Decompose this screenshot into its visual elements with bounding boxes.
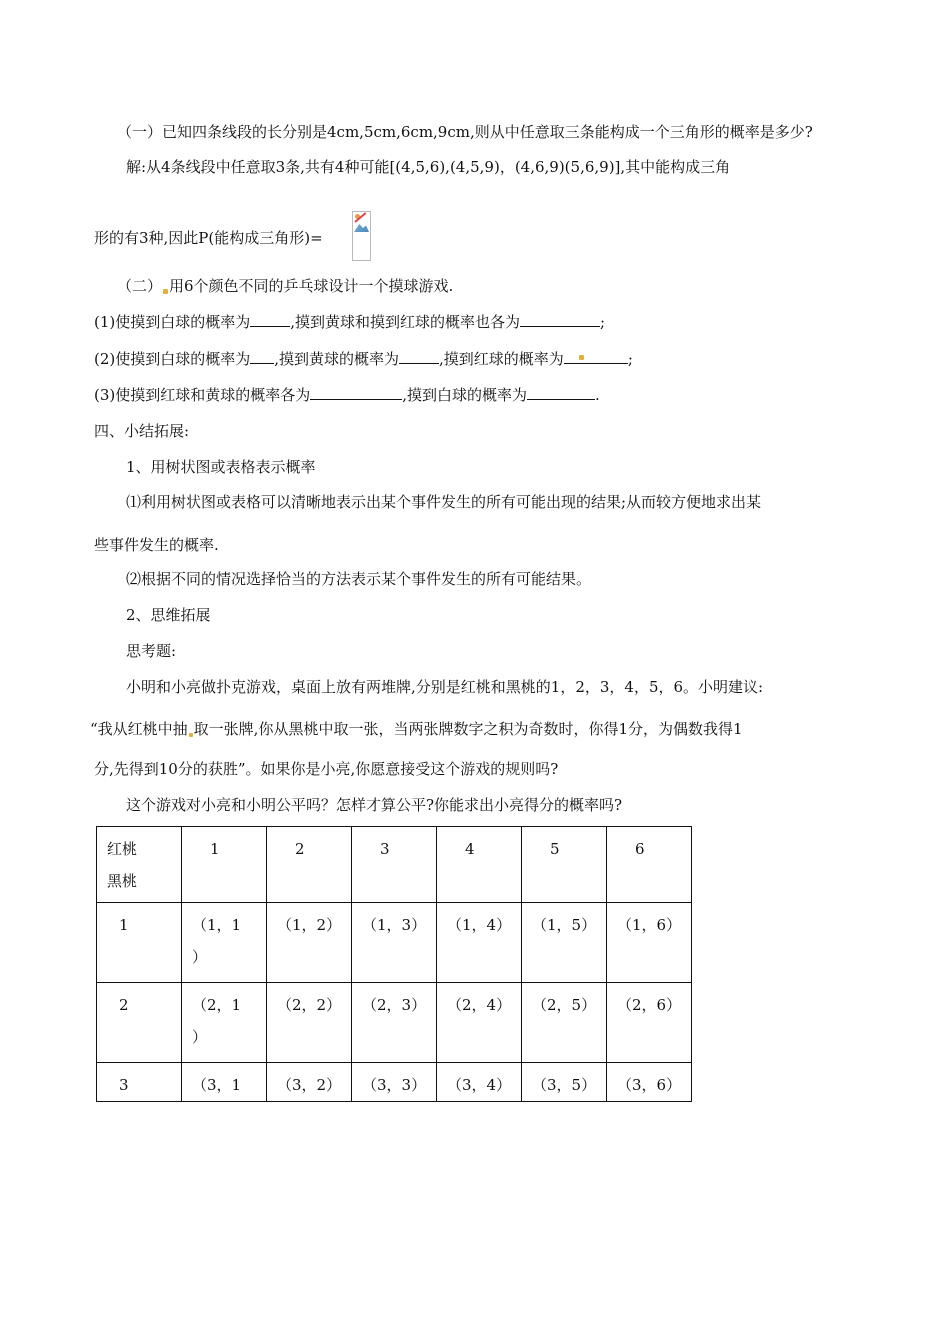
table-row [97,983,692,1063]
table-cell: （2，3） [352,983,437,1063]
answer-blank[interactable] [310,385,402,400]
table-cell: （3，4） [437,1063,522,1102]
table-cell: （1，6） [607,903,692,983]
point-1-line-1: ⑴利用树状图或表格可以清晰地表示出某个事件发生的所有可能出现的结果;从而较方便地求出某 [126,493,762,511]
question-2-part-c: ,摸到红球的概率为 [439,350,564,368]
table-cell: （2，2） [267,983,352,1063]
question-1 [94,312,605,332]
story-line-2 [90,719,743,739]
corner-cell [97,827,182,903]
point-2-text: ⑵根据不同的情况选择恰当的方法表示某个事件发生的所有可能结果。 [126,570,592,588]
problem-2-statement: 用6个颜色不同的乒乓球设计一个摸球游戏. [169,277,454,295]
table-cell: （3，5） [522,1063,607,1102]
question-1-part-c: ; [600,313,606,331]
table-row [97,903,692,983]
question-2-part-d: ; [627,350,633,368]
broken-image-icon [352,211,371,261]
table-cell: （1，2） [267,903,352,983]
story-line-2-part-a: “我从红桃中抽 [90,720,188,738]
fairness-question: 这个游戏对小亮和小明公平吗？怎样才算公平?你能求出小亮得分的概率吗? [126,796,623,814]
point-1-line-2: 些事件发生的概率. [94,536,219,554]
table-header-row [97,827,692,903]
table-cell: （2，4） [437,983,522,1063]
column-header: 5 [522,827,607,903]
column-header: 4 [437,827,522,903]
think-label: 思考题: [126,642,177,660]
story-line-2-part-b: 取一张牌,你从黑桃中取一张，当两张牌数字之积为奇数时，你得1分，为偶数我得1 [193,720,743,738]
answer-blank[interactable] [564,349,628,364]
table-cell: （1，5） [522,903,607,983]
table-cell: （3，6） [607,1063,692,1102]
section-4-heading: 四、小结拓展: [94,422,190,440]
question-2-part-a: (2)使摸到白球的概率为 [94,350,251,368]
question-3 [94,385,600,405]
outcome-table [96,826,692,1102]
question-2-part-b: ,摸到黄球的概率为 [274,350,400,368]
answer-blank[interactable] [250,312,290,327]
row-label: 3 [97,1063,182,1102]
subsection-1-heading: 1、用树状图或表格表示概率 [126,458,316,476]
subsection-2-heading: 2、思维拓展 [126,606,211,624]
column-header: 6 [607,827,692,903]
table-cell: （2，6） [607,983,692,1063]
solution-line-1: 解:从4条线段中任意取3条,共有4种可能[(4,5,6),(4,5,9)，(4,6,9)(5,6,9)],其中能构成三角 [126,158,731,176]
story-line-3: 分,先得到10分的获胜”。如果你是小亮,你愿意接受这个游戏的规则吗? [94,760,559,778]
edit-mark-icon [579,355,584,360]
story-line-1: 小明和小亮做扑克游戏，桌面上放有两堆牌,分别是红桃和黑桃的1，2，3，4，5，6。小明建议: [126,678,764,696]
table-row [97,1063,692,1102]
problem-2-number: （二） [117,277,163,295]
question-2 [94,349,633,369]
corner-top-label: 红桃 [107,840,138,858]
edit-mark-icon [189,733,193,737]
question-3-part-a: (3)使摸到红球和黄球的概率各为 [94,386,311,404]
answer-blank[interactable] [399,349,439,364]
problem-2-text [117,276,453,296]
column-header: 2 [267,827,352,903]
table-cell: （2，1 ） [182,983,267,1063]
table-cell: （3，2） [267,1063,352,1102]
question-3-part-c: . [595,386,600,404]
table-cell: （2，5） [522,983,607,1063]
edit-mark-icon [163,289,168,294]
row-label: 2 [97,983,182,1063]
question-1-part-a: (1)使摸到白球的概率为 [94,313,251,331]
table-cell: （1，3） [352,903,437,983]
answer-blank[interactable] [250,349,274,364]
solution-line-2: 形的有3种,因此P(能构成三角形)= [94,229,323,247]
column-header: 1 [182,827,267,903]
row-label: 1 [97,903,182,983]
answer-blank[interactable] [520,312,600,327]
table-cell: （1，4） [437,903,522,983]
question-1-part-b: ,摸到黄球和摸到红球的概率也各为 [290,313,521,331]
corner-bottom-label: 黑桃 [107,872,138,890]
answer-blank[interactable] [527,385,595,400]
table-cell: （3，3） [352,1063,437,1102]
question-3-part-b: ,摸到白球的概率为 [402,386,528,404]
column-header: 3 [352,827,437,903]
table-cell: （3，1 [182,1063,267,1102]
table-cell: （1，1 ） [182,903,267,983]
problem-1-text: （一）已知四条线段的长分别是4cm,5cm,6cm,9cm,则从中任意取三条能构成一个三角形的概率是多少? [117,123,813,141]
